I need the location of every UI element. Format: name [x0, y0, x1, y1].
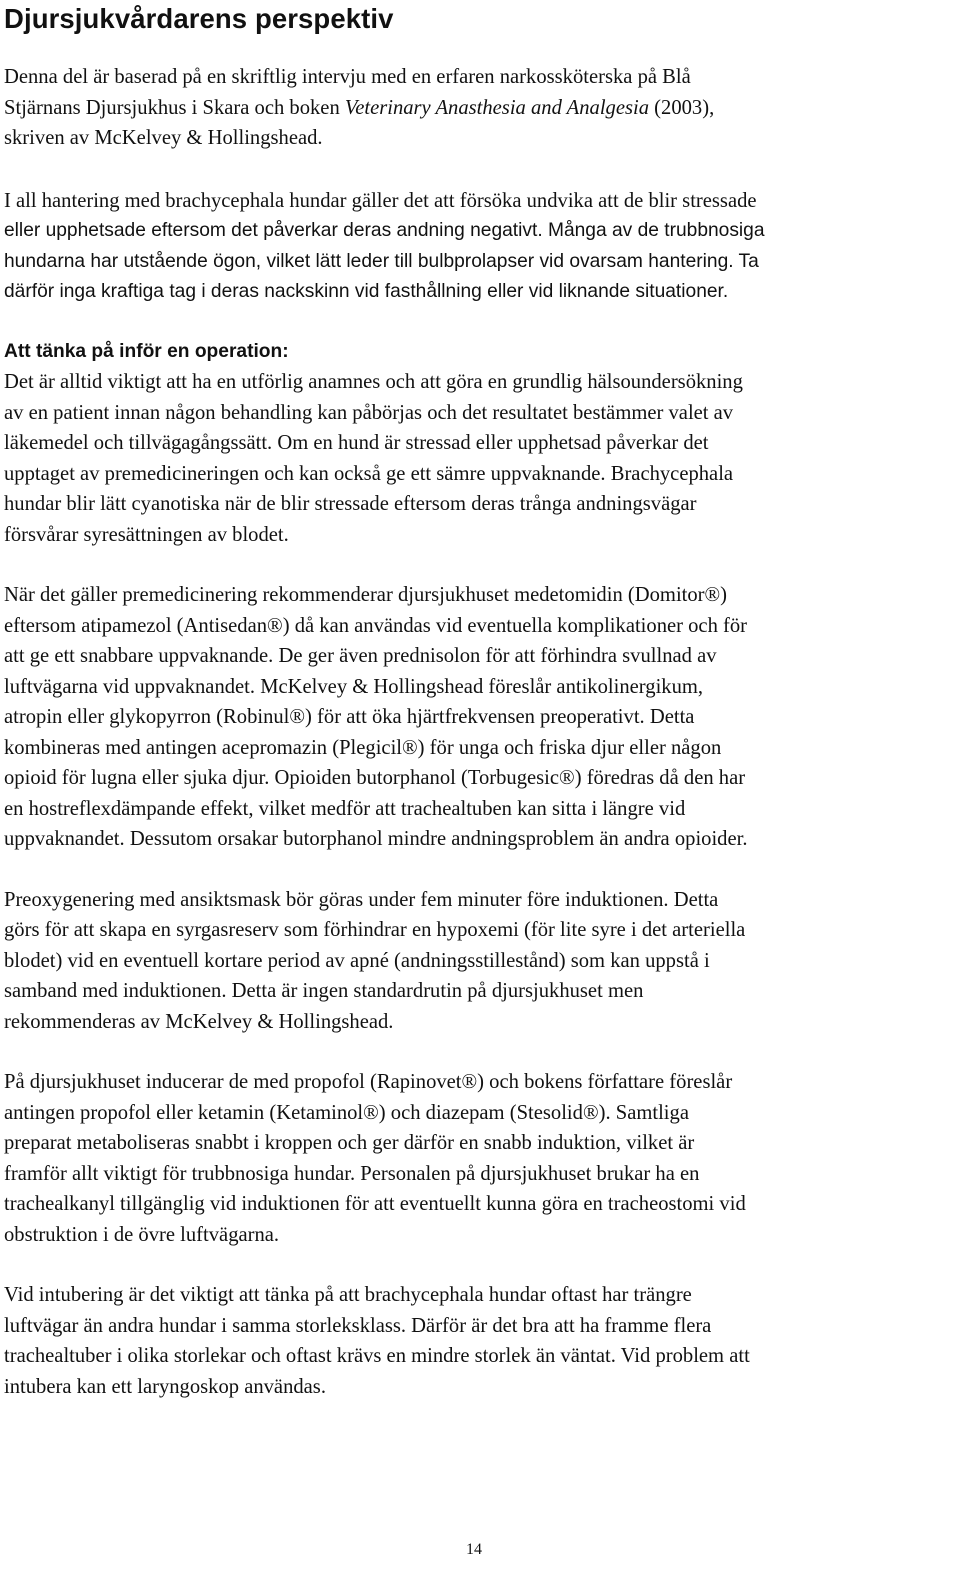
handling-line-2: eller upphetsade eftersom det påverkar deras andning negativt. Många av de trubbnosiga [4, 220, 765, 241]
handling-line-3: hundarna har utstående ögon, vilket lätt leder till bulbprolapser vid ovarsam hantering. Ta [4, 250, 759, 272]
preoxygenation-line-3: blodet) vid en eventuell kortare period av apné (andningsstillestånd) som kan uppstå i [4, 949, 710, 972]
operation-line-4: upptaget av premedicineringen och kan också ge ett sämre uppvaknande. Brachycephala [4, 462, 734, 485]
intro-line-1: Denna del är baserad på en skriftlig intervju med en erfaren narkossköterska på Blå [4, 66, 691, 88]
premedication-line-9: uppvaknandet. Dessutom orsakar butorphanol mindre andningsproblem än andra opioider. [4, 828, 748, 850]
premedication-paragraph [4, 580, 954, 855]
induction-line-1: På djursjukhuset inducerar de med propofol (Rapinovet®) och bokens författare föreslår [4, 1071, 733, 1093]
preoxygenation-line-4: samband med induktionen. Detta är ingen standardrutin på djursjukhuset men [4, 980, 644, 1002]
preoxygenation-line-1: Preoxygenering med ansiktsmask bör göras under fem minuter före induktionen. Detta [4, 888, 719, 911]
premedication-line-5: atropin eller glykopyrron (Robinul®) för att öka hjärtfrekvensen preoperativt. Detta [4, 706, 695, 728]
induction-line-5: trachealkanyl tillgänglig vid induktionen för att eventuellt kunna göra en tracheostomi vid [4, 1193, 746, 1215]
premedication-line-1: När det gäller premedicinering rekommenderar djursjukhuset medetomidin (Domitor®) [4, 584, 728, 606]
intubation-line-2: luftvägar än andra hundar i samma storleksklass. Därför är det bra att ha framme flera [4, 1314, 712, 1337]
page-number: 14 [466, 1541, 482, 1558]
section-heading: Djursjukvårdarens perspektiv [4, 3, 394, 34]
induction-line-3: preparat metaboliseras snabbt i kroppen och ger därför en snabb induktion, vilket är [4, 1132, 695, 1154]
operation-heading: Att tänka på inför en operation: [4, 340, 289, 362]
handling-line-4: därför inga kraftiga tag i deras nackskinn vid fasthållning eller vid liknande situationer. [4, 281, 729, 302]
operation-line-5: hundar blir lätt cyanotiska när de blir stressade eftersom deras trånga andningsvägar [4, 493, 697, 515]
preoxygenation-paragraph [4, 885, 954, 1038]
intro-line-2c: (2003), [649, 96, 715, 119]
operation-line-2: av en patient innan någon behandling kan påbörjas och det resultatet bestämmer valet av [4, 401, 734, 424]
induction-line-2: antingen propofol eller ketamin (Ketaminol®) och diazepam (Stesolid®). Samtliga [4, 1101, 689, 1124]
intro-paragraph [4, 62, 954, 154]
intubation-line-4: intubera kan ett laryngoskop användas. [4, 1375, 326, 1398]
induction-paragraph [4, 1067, 954, 1250]
intubation-paragraph [4, 1280, 954, 1402]
preoxygenation-line-2: görs för att skapa en syrgasreserv som förhindrar en hypoxemi (för lite syre i det arteriella [4, 919, 746, 941]
preoxygenation-line-5: rekommenderas av McKelvey & Hollingshead. [4, 1010, 394, 1033]
document-page [4, 0, 954, 1402]
intubation-line-3: trachealtuber i olika storlekar och oftast krävs en mindre storlek än väntat. Vid problem att [4, 1345, 750, 1367]
intubation-line-1: Vid intubering är det viktigt att tänka på att brachycephala hundar oftast har trängre [4, 1284, 692, 1306]
operation-line-6: försvårar syresättningen av blodet. [4, 523, 289, 546]
induction-line-4: framför allt viktigt för trubbnosiga hundar. Personalen på djursjukhuset brukar ha en [4, 1162, 700, 1185]
operation-line-3: läkemedel och tillvägagångssätt. Om en hund är stressad eller upphetsad påverkar det [4, 432, 709, 454]
premedication-line-7: opioid för lugna eller sjuka djur. Opioiden butorphanol (Torbugesic®) föredras då den har [4, 767, 746, 789]
premedication-line-4: luftvägarna vid uppvaknandet. McKelvey & Hollingshead föreslår antikolinergikum, [4, 675, 704, 698]
premedication-line-3: att ge ett snabbare uppvaknande. De ger även prednisolon för att förhindra svullnad av [4, 645, 717, 667]
handling-line-1: I all hantering med brachycephala hundar gäller det att försöka undvika att de blir stressade [4, 189, 757, 212]
premedication-line-2: eftersom atipamezol (Antisedan®) då kan användas vid eventuella komplikationer och för [4, 614, 748, 637]
premedication-line-6: kombineras med antingen acepromazin (Plegicil®) för unga och friska djur eller någon [4, 736, 722, 759]
book-title: Veterinary Anasthesia and Analgesia [344, 96, 650, 119]
operation-paragraph [4, 337, 954, 551]
intro-line-3: skriven av McKelvey & Hollingshead. [4, 127, 323, 149]
handling-paragraph [4, 186, 954, 308]
operation-line-1: Det är alltid viktigt att ha en utförlig anamnes och att göra en grundlig hälsoundersökning [4, 371, 743, 393]
induction-line-6: obstruktion i de övre luftvägarna. [4, 1223, 280, 1246]
premedication-line-8: en hostreflexdämpande effekt, vilket medför att trachealtuben kan sitta i längre vid [4, 797, 686, 820]
intro-line-2a: Stjärnans Djursjukhus i Skara och boken [4, 96, 345, 119]
